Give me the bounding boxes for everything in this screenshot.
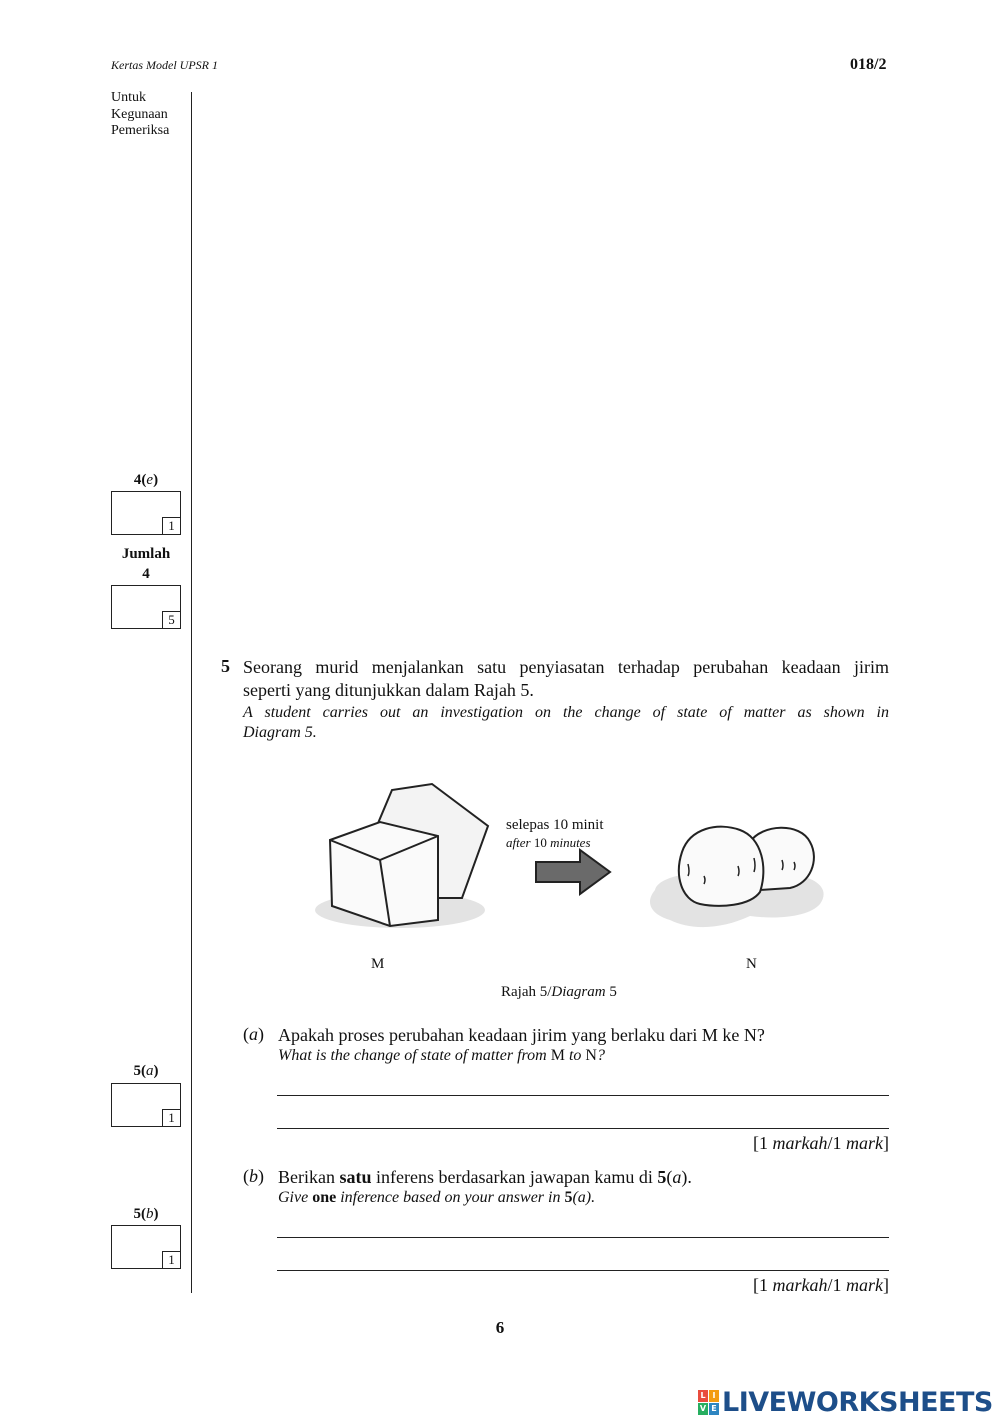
question-text-ms-2: seperti yang ditunjukkan dalam Rajah 5. <box>243 680 534 700</box>
question-text-en-1: A student carries out an investigation on the change of state of matter as shown in <box>243 704 889 721</box>
label-n: N <box>746 956 757 972</box>
logo-grid-icon <box>698 1390 719 1415</box>
label-5a: 5(a) <box>133 1063 159 1079</box>
arrow-right-icon <box>536 850 610 894</box>
max-mark-total-4: 5 <box>162 611 180 628</box>
diagram-5 <box>310 780 840 960</box>
examiner-line-2: Kegunaan <box>111 106 168 122</box>
answer-line-5b-2[interactable] <box>277 1270 889 1271</box>
arrow-label-ms: selepas 10 minit <box>506 817 604 833</box>
paper-code: 018/2 <box>850 56 887 73</box>
mark-box-5b[interactable] <box>111 1225 181 1269</box>
part-b-text-ms: Berikan satu inferens berdasarkan jawapan kamu di 5(a). <box>278 1167 692 1187</box>
melting-ice-n <box>650 827 824 927</box>
part-b-text-en: Give one inference based on your answer in 5(a). <box>278 1189 596 1206</box>
max-mark-4e: 1 <box>162 517 180 534</box>
logo-text: LIVEWORKSHEETS <box>722 1387 993 1418</box>
liveworksheets-logo <box>698 1387 993 1418</box>
arrow-label-en: after 10 minutes <box>506 835 591 850</box>
ice-cubes-m <box>315 784 488 928</box>
part-a-text-en: What is the change of state of matter from M to N? <box>278 1047 605 1064</box>
logo-tile-e: E <box>709 1403 719 1415</box>
diagram-caption: Rajah 5/Diagram 5 <box>501 984 617 1000</box>
label-total-4: Jumlah 4 <box>121 546 171 582</box>
logo-tile-i: I <box>709 1390 719 1402</box>
mark-box-total-4[interactable] <box>111 585 181 629</box>
examiner-use-label <box>111 90 191 140</box>
part-a-text-ms: Apakah proses perubahan keadaan jirim yang berlaku dari M ke N? <box>278 1025 765 1045</box>
part-a-letter: (a) <box>243 1024 264 1044</box>
max-mark-5a: 1 <box>162 1109 180 1126</box>
part-a-marks: [1 markah/1 mark] <box>752 1133 889 1153</box>
answer-line-5a-1[interactable] <box>277 1095 889 1096</box>
logo-tile-l: L <box>698 1390 708 1402</box>
mark-box-5a[interactable] <box>111 1083 181 1127</box>
examiner-line-3: Pemeriksa <box>111 123 170 138</box>
label-m: M <box>371 956 385 972</box>
examiner-line-1: Untuk <box>111 90 146 105</box>
part-b-letter: (b) <box>243 1166 264 1186</box>
answer-line-5b-1[interactable] <box>277 1237 889 1238</box>
part-b-marks: [1 markah/1 mark] <box>752 1275 889 1295</box>
paper-title: Kertas Model UPSR 1 <box>111 58 218 72</box>
logo-tile-v: V <box>699 1404 707 1413</box>
max-mark-5b: 1 <box>162 1251 180 1268</box>
label-4e: 4(e) <box>133 472 159 488</box>
page-number: 6 <box>495 1318 505 1337</box>
margin-divider <box>191 92 192 1293</box>
question-number: 5 <box>221 656 230 676</box>
question-text-ms-1: Seorang murid menjalankan satu penyiasatan terhadap perubahan keadaan jirim <box>243 657 889 677</box>
mark-box-4e[interactable] <box>111 491 181 535</box>
label-5b: 5(b) <box>133 1206 159 1222</box>
question-text-en-2: Diagram 5. <box>243 724 317 741</box>
answer-line-5a-2[interactable] <box>277 1128 889 1129</box>
